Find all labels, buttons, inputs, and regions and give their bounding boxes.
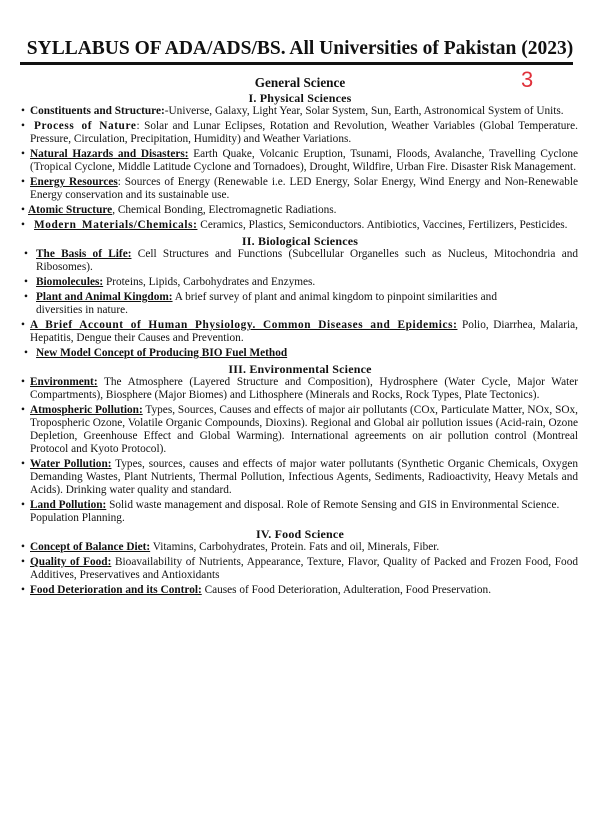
topic-term: Concept of Balance Diet: <box>30 541 151 553</box>
list-item <box>0 404 578 456</box>
list-item <box>0 120 578 146</box>
topic-text: , Chemical Bonding, Electromagnetic Radiations. <box>112 204 337 216</box>
list-item <box>0 541 578 554</box>
document-title: SYLLABUS OF ADA/ADS/BS. All Universities of Pakistan (2023) <box>26 38 574 59</box>
section-heading-food-science: IV. Food Science <box>256 527 344 541</box>
topic-text: Types, sources, causes and effects of major water pollutants (Synthetic Organic Chemicals, Oxygen Demanding Wastes, Plant Nutrients, Thermal Pollution, Infectious Agents, Sediments, Radioactivity, Heavy Metals and Acids). Drinking water quality and standard. <box>30 458 578 496</box>
topic-text: Bioavailability of Nutrients, Appearance, Texture, Flavor, Quality of Packed and Frozen Food, Food Additives, Preservatives and Antioxidants <box>30 556 578 581</box>
bullet-icon: • <box>21 584 25 596</box>
bullet-icon: • <box>21 219 25 231</box>
subject-heading: General Science <box>254 75 346 90</box>
list-item <box>0 319 578 345</box>
list-item <box>0 176 578 202</box>
topic-text: Types, Sources, Causes and effects of major air pollutants (COx, Particulate Matter, NOx, SOx, Tropospheric Ozone, Volatile Organic Compounds, Dioxins). Regional and Global air pollution issues (Acid-rain, Ozone Depletion, Greenhouse Effect and Global Warming). International agreements on air pollution control (Montreal Protocol and Kyoto Protocol). <box>30 404 578 455</box>
biological-sciences-list <box>0 248 600 360</box>
bullet-icon: • <box>21 404 25 416</box>
bullet-icon: • <box>21 376 25 388</box>
list-item <box>0 219 578 232</box>
bullet-icon: • <box>21 176 25 188</box>
section-heading-environmental-science: III. Environmental Science <box>228 362 372 376</box>
list-item <box>0 376 578 402</box>
topic-term: Atmospheric Pollution: <box>30 404 143 416</box>
bullet-icon: • <box>24 248 28 260</box>
topic-text: Earth Quake, Volcanic Eruption, Tsunami, Floods, Avalanche, Travelling Cyclone (Tropical Cyclone, Middle Latitude Cyclone and Tornadoes), Drought, Wildfire, Urban Fire. Disaster Risk Management. <box>30 148 579 173</box>
bullet-icon: • <box>24 347 28 359</box>
list-item <box>0 584 578 597</box>
topic-text: Ceramics, Plastics, Semiconductors. Antibiotics, Vaccines, Fertilizers, Pesticides. <box>197 219 568 231</box>
list-item <box>0 499 560 525</box>
topic-term: Plant and Animal Kingdom: <box>36 291 173 303</box>
bullet-icon: • <box>21 319 25 331</box>
syllabus-content <box>0 76 600 599</box>
topic-term: Constituents and Structure: <box>30 105 165 117</box>
physical-sciences-list <box>0 105 600 232</box>
bullet-icon: • <box>21 458 25 470</box>
list-item <box>0 148 578 174</box>
bullet-icon: • <box>21 541 25 553</box>
list-item <box>0 276 578 289</box>
topic-text: Causes of Food Deterioration, Adulteration, Food Preservation. <box>201 584 492 596</box>
topic-term: Quality of Food: <box>30 556 112 568</box>
topic-term: Atomic Structure <box>28 204 113 216</box>
topic-term: Food Deterioration and its Control: <box>30 584 202 596</box>
list-item <box>0 105 578 118</box>
bullet-icon: • <box>21 556 25 568</box>
list-item <box>0 556 578 582</box>
bullet-icon: • <box>24 291 28 303</box>
topic-term: New Model Concept of Producing BIO Fuel Method <box>36 347 288 359</box>
topic-term: Process of Nature <box>34 120 137 132</box>
environmental-science-list <box>0 376 600 525</box>
topic-text: Vitamins, Carbohydrates, Protein. Fats and oil, Minerals, Fiber. <box>150 541 440 553</box>
bullet-icon: • <box>24 276 28 288</box>
topic-text: : Solar and Lunar Eclipses, Rotation and Revolution, Weather Variables (Global Temperature. Pressure, Circulation, Precipitation, Humidity) and Weather Variations. <box>30 120 578 145</box>
topic-term: A Brief Account of Human Physiology. Common Diseases and Epidemics: <box>30 319 458 331</box>
topic-text: Cell Structures and Functions (Subcellular Organelles such as Nucleus, Mitochondria and Ribosomes). <box>36 248 579 273</box>
list-item <box>0 458 578 497</box>
section-heading-physical-sciences: I. Physical Sciences <box>248 91 352 105</box>
topic-term: Land Pollution: <box>30 499 107 511</box>
topic-term: The Basis of Life: <box>36 248 132 260</box>
topic-term: Water Pollution: <box>30 458 112 470</box>
page-number-annotation: 3 <box>521 67 534 92</box>
topic-text: Proteins, Lipids, Carbohydrates and Enzymes. <box>103 276 316 288</box>
topic-text: Solid waste management and disposal. Role of Remote Sensing and GIS in Environmental Science. Population Planning. <box>30 499 560 524</box>
topic-text: : Sources of Energy (Renewable i.e. LED Energy, Solar Energy, Wind Energy and Non-Renewable Energy conservation and its sustainable use. <box>30 176 579 201</box>
topic-text: The Atmosphere (Layered Structure and Composition), Hydrosphere (Water Cycle, Major Water Compartments), Biosphere (Major Biomes) and Lithosphere (Minerals and Rocks, Rock Types, Plate Tectonics). <box>30 376 578 401</box>
bullet-icon: • <box>21 105 25 117</box>
topic-term: Biomolecules: <box>36 276 104 288</box>
bullet-icon: • <box>21 204 25 216</box>
bullet-icon: • <box>21 499 25 511</box>
bullet-icon: • <box>21 120 25 132</box>
topic-term: Environment: <box>30 376 98 388</box>
list-item <box>0 248 578 274</box>
bullet-icon: • <box>21 148 25 160</box>
topic-term: Modern Materials/Chemicals: <box>34 219 198 231</box>
list-item <box>0 347 578 360</box>
list-item <box>0 291 530 317</box>
topic-term: Natural Hazards and Disasters: <box>30 148 189 160</box>
food-science-list <box>0 541 600 597</box>
title-underline-rule <box>20 62 573 65</box>
list-item <box>0 204 578 217</box>
topic-term: Energy Resources <box>30 176 118 188</box>
topic-text: Polio, Diarrhea, Malaria, Hepatitis, Dengue their Causes and Prevention. <box>30 319 578 344</box>
topic-text: -Universe, Galaxy, Light Year, Solar System, Sun, Earth, Astronomical System of Units. <box>164 105 564 117</box>
section-heading-biological-sciences: II. Biological Sciences <box>241 234 359 248</box>
topic-text: A brief survey of plant and animal kingdom to pinpoint similarities and diversities in nature. <box>36 291 497 316</box>
